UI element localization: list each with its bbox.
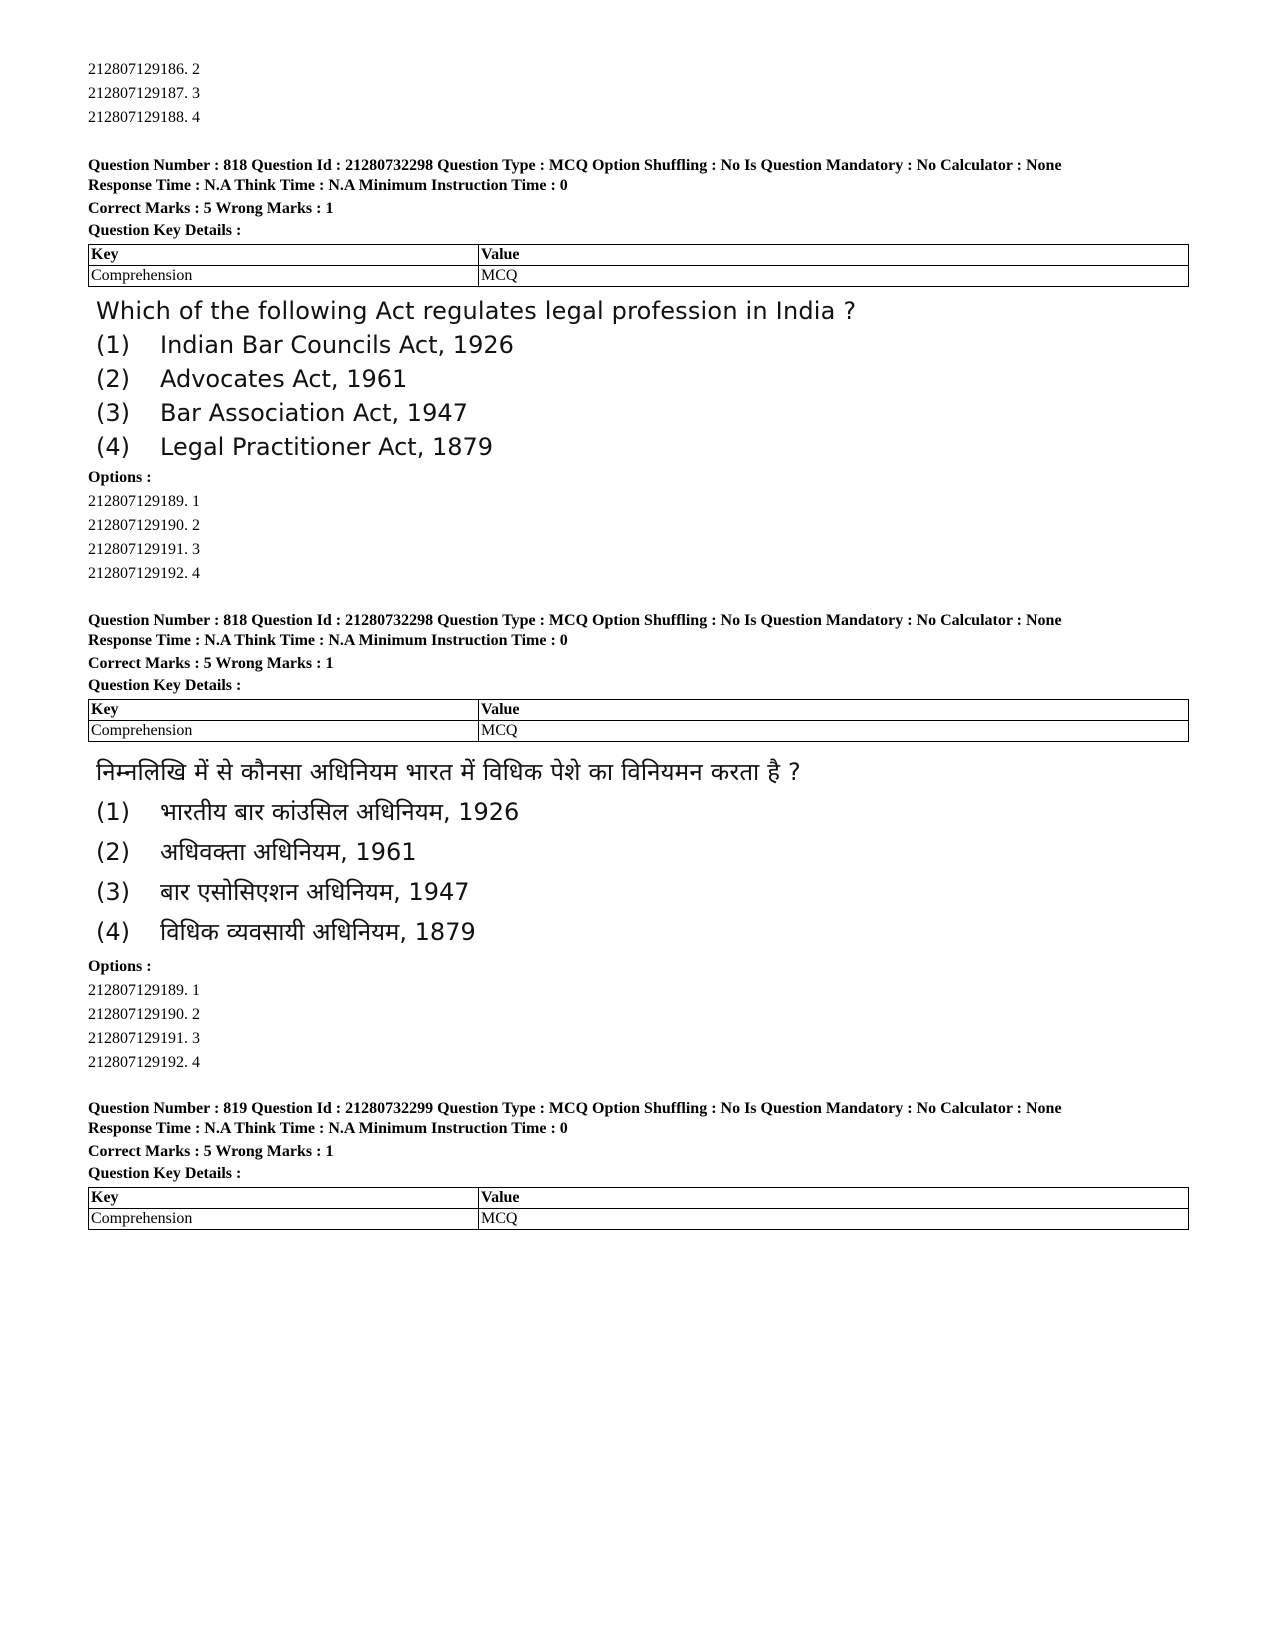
table-header-key: Key xyxy=(89,700,479,721)
table-cell-value: MCQ xyxy=(479,266,1189,287)
choice-item xyxy=(96,792,801,832)
option-line: 212807129190. 2 xyxy=(88,1006,200,1023)
question-timing-line: Response Time : N.A Think Time : N.A Minimum Instruction Time : 0 xyxy=(88,177,568,194)
choice-number: (4) xyxy=(96,433,130,461)
question-meta-line: Question Number : 819 Question Id : 21280732299 Question Type : MCQ Option Shuffling : No Is Question Mandatory : No Calculator : None xyxy=(88,1100,1062,1117)
marks-line: Correct Marks : 5 Wrong Marks : 1 xyxy=(88,1143,334,1160)
key-value-table xyxy=(88,699,1189,742)
table-header-key: Key xyxy=(89,245,479,266)
option-line: 212807129188. 4 xyxy=(88,109,200,126)
choice-number: (1) xyxy=(96,331,130,359)
option-line: 212807129190. 2 xyxy=(88,517,200,534)
choice-text: बार एसोसिएशन अधिनियम, 1947 xyxy=(160,878,470,906)
key-details-label: Question Key Details : xyxy=(88,1165,242,1182)
key-value-table xyxy=(88,244,1189,287)
choice-number: (3) xyxy=(96,399,130,427)
choice-text: अधिवक्ता अधिनियम, 1961 xyxy=(160,838,417,866)
table-header-value: Value xyxy=(479,1188,1189,1209)
option-line: 212807129191. 3 xyxy=(88,541,200,558)
choice-number: (3) xyxy=(96,878,130,906)
choice-item xyxy=(96,328,856,362)
options-list-en xyxy=(88,466,200,586)
choice-item xyxy=(96,396,856,430)
choice-number: (2) xyxy=(96,365,130,393)
table-cell-value: MCQ xyxy=(479,721,1189,742)
choice-text: Legal Practitioner Act, 1879 xyxy=(160,433,494,461)
choice-text: भारतीय बार कांउसिल अधिनियम, 1926 xyxy=(160,798,520,826)
key-details-label: Question Key Details : xyxy=(88,677,242,694)
question-timing-line: Response Time : N.A Think Time : N.A Minimum Instruction Time : 0 xyxy=(88,1120,568,1137)
table-cell-key: Comprehension xyxy=(89,1209,479,1230)
key-details-label: Question Key Details : xyxy=(88,222,242,239)
choice-item xyxy=(96,362,856,396)
options-list-hi xyxy=(88,955,200,1075)
question-header-818-en xyxy=(88,156,1188,287)
question-meta-line: Question Number : 818 Question Id : 21280732298 Question Type : MCQ Option Shuffling : No Is Question Mandatory : No Calculator : None xyxy=(88,157,1062,174)
table-header-key: Key xyxy=(89,1188,479,1209)
choice-number: (4) xyxy=(96,918,130,946)
choice-number: (2) xyxy=(96,838,130,866)
option-line: 212807129189. 1 xyxy=(88,493,200,510)
table-cell-key: Comprehension xyxy=(89,721,479,742)
previous-options-list xyxy=(88,58,200,130)
question-body-hi xyxy=(96,752,801,952)
table-header-value: Value xyxy=(479,245,1189,266)
choice-text: Indian Bar Councils Act, 1926 xyxy=(160,331,514,359)
table-cell-value: MCQ xyxy=(479,1209,1189,1230)
option-line: 212807129191. 3 xyxy=(88,1030,200,1047)
choice-item xyxy=(96,430,856,464)
table-cell-key: Comprehension xyxy=(89,266,479,287)
choice-item xyxy=(96,872,801,912)
table-header-value: Value xyxy=(479,700,1189,721)
key-value-table xyxy=(88,1187,1189,1230)
question-meta-line: Question Number : 818 Question Id : 21280732298 Question Type : MCQ Option Shuffling : No Is Question Mandatory : No Calculator : None xyxy=(88,612,1062,629)
marks-line: Correct Marks : 5 Wrong Marks : 1 xyxy=(88,200,334,217)
choice-text: Advocates Act, 1961 xyxy=(160,365,408,393)
choice-item xyxy=(96,912,801,952)
question-header-818-hi xyxy=(88,611,1188,742)
options-label: Options : xyxy=(88,958,152,975)
choice-item xyxy=(96,832,801,872)
question-timing-line: Response Time : N.A Think Time : N.A Minimum Instruction Time : 0 xyxy=(88,632,568,649)
marks-line: Correct Marks : 5 Wrong Marks : 1 xyxy=(88,655,334,672)
option-line: 212807129187. 3 xyxy=(88,85,200,102)
option-line: 212807129186. 2 xyxy=(88,61,200,78)
question-header-819 xyxy=(88,1099,1188,1230)
question-text: निम्नलिखि में से कौनसा अधिनियम भारत में विधिक पेशे का विनियमन करता है ? xyxy=(96,758,801,786)
option-line: 212807129192. 4 xyxy=(88,565,200,582)
choice-number: (1) xyxy=(96,798,130,826)
question-body-en xyxy=(96,294,856,464)
choice-text: Bar Association Act, 1947 xyxy=(160,399,468,427)
choice-text: विधिक व्यवसायी अधिनियम, 1879 xyxy=(160,918,476,946)
question-text: Which of the following Act regulates legal profession in India ? xyxy=(96,297,857,325)
options-label: Options : xyxy=(88,469,152,486)
option-line: 212807129192. 4 xyxy=(88,1054,200,1071)
option-line: 212807129189. 1 xyxy=(88,982,200,999)
